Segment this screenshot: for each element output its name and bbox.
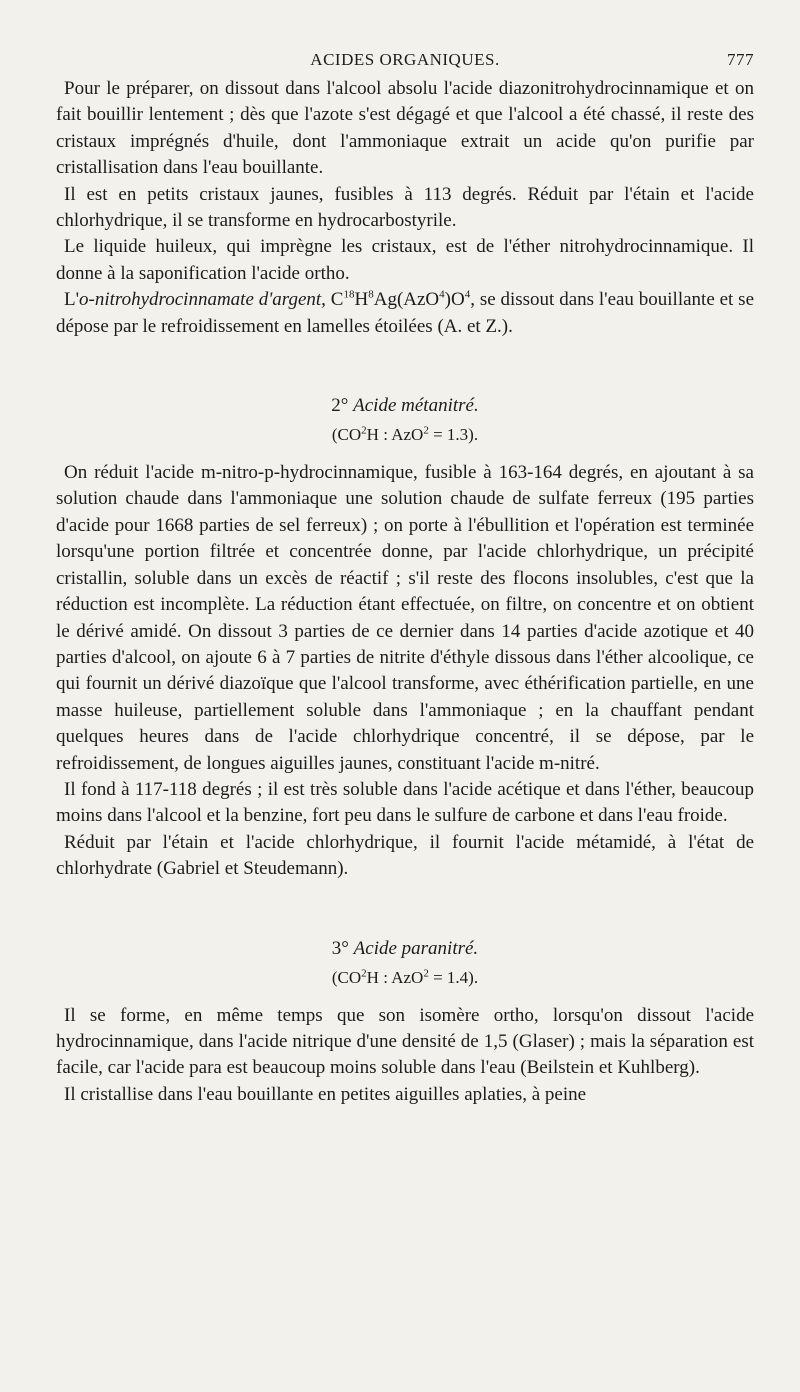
paragraph-preparation: Pour le préparer, on dissout dans l'alcool absolu l'acide diazonitrohydrocinnamique et on fait bouillir lentement ; dès que l'azote s'est dégagé et que l'alcool a été chassé, il reste des cristaux imprégnés d'huile, dont l'ammoniaque extrait un acide qu'on purifie par cristallisation dans l'eau bouillante. (56, 78, 754, 179)
silver-salt-formula: $C^{18}H^8Ag(AzO^4)O^4$ (330, 288, 471, 311)
section-title-metanitre (56, 392, 754, 420)
paragraph-metanitre-properties: Il fond à 117-118 degrés ; il est très soluble dans l'acide acétique et dans l'éther, beaucoup moins dans l'alcool et la benzine, fort peu dans le sulfure de carbone et dans l'eau froide. (56, 778, 754, 827)
paragraph-paranitre-formation: Il se forme, en même temps que son isomère ortho, lorsqu'on dissout l'acide hydrocinnamique, dans l'acide nitrique d'une densité de 1,5 (Glaser) ; mais la séparation est facile, car l'acide para est beaucoup moins soluble dans l'eau (Beilstein et Kuhlberg). (56, 1004, 754, 1079)
running-header (56, 46, 754, 76)
silver-salt-text: , se dissout dans l'eau bouillante et se dépose par le refroidissement en lamelles étoilées (A. et Z.). (56, 289, 755, 337)
page-number: 777 (727, 50, 754, 69)
silver-salt-name: o-nitrohydrocinnamate d'argent, (79, 289, 326, 311)
section-heading: Acide paranitré. (353, 937, 479, 959)
paragraph-silver-salt (56, 287, 754, 340)
paragraph-paranitre-crystallization: Il cristallise dans l'eau bouillante en petites aiguilles aplaties, à peine (64, 1083, 587, 1105)
paragraph-metanitre-reduction: Réduit par l'étain et l'acide chlorhydrique, il fournit l'acide métamidé, à l'état de chlorhydrate (Gabriel et Steudemann). (56, 831, 754, 880)
paragraph-metanitre-preparation: On réduit l'acide m-nitro-p-hydrocinnamique, fusible à 163-164 degrés, en ajoutant à sa solution chaude dans l'ammoniaque une solution chaude de sulfate ferreux (195 parties d'acide pour 1668 parties de sel ferreux) ; on porte à l'ébullition et l'opération est terminée lorsqu'une portion filtrée et concentrée donne, par l'acide chlorhydrique, un précipité cristallin, soluble dans un excès de réactif ; s'il reste des flocons insolubles, c'est que la réduction est incomplète. La réduction étant effectuée, on filtre, on concentre et on obtient le dérivé amidé. On dissout 3 parties de ce dernier dans 14 parties d'acide azotique et 40 parties d'alcool, on ajoute 6 à 7 parties de nitrite d'éthyle dissous dans l'éther alcoolique, ce qui fournit un dérivé diazoïque que l'alcool transforme, avec éthérification partielle, en une masse huileuse, partiellement soluble dans l'ammoniaque ; en la chauffant pendant quelques heures dans de l'acide chlorhydrique concentré, il se dépose, par le refroidissement, de longues aiguilles jaunes, constituant l'acide m-nitré. (56, 462, 754, 774)
section-heading: Acide métanitré. (353, 395, 479, 417)
section-title-paranitre (56, 935, 754, 963)
body-text (56, 76, 754, 1108)
section-number: 3° (331, 937, 349, 959)
section-formula-paranitre: ($CO^2H$ : AzO$^2$ = 1.4). (331, 966, 479, 987)
running-title: ACIDES ORGANIQUES. (310, 50, 500, 69)
section-number: 2° (331, 395, 349, 417)
silver-salt-prefix: L' (64, 289, 80, 311)
paragraph-properties: Il est en petits cristaux jaunes, fusibles à 113 degrés. Réduit par l'étain et l'acide chlorhydrique, il se transforme en hydrocarbostyrile. (56, 183, 754, 232)
section-formula-metanitre: ($CO^2H$ : AzO$^2$ = 1.3). (331, 424, 479, 445)
paragraph-ether: Le liquide huileux, qui imprègne les cristaux, est de l'éther nitrohydrocinnamique. Il donne à la saponification l'acide ortho. (56, 236, 754, 284)
